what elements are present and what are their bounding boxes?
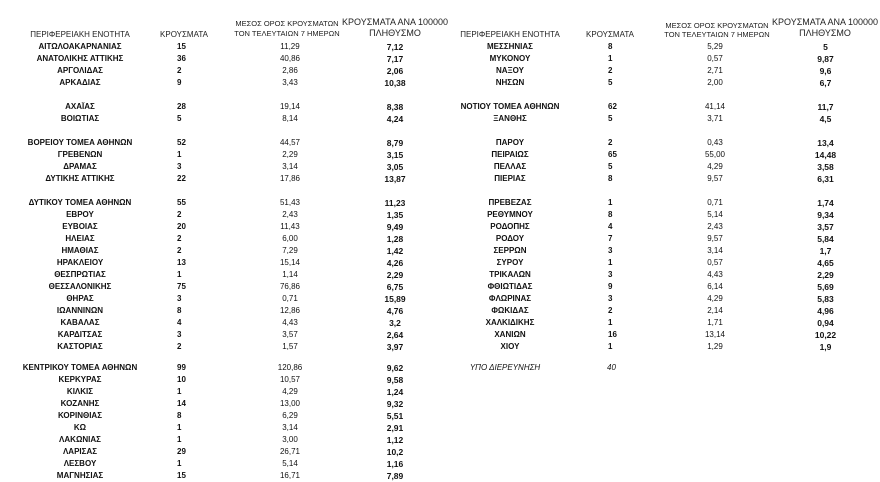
region-name: ΗΜΑΘΙΑΣ [61,246,99,255]
region-name: ΦΘΙΩΤΙΔΑΣ [487,282,533,291]
cases-value: 65 [608,150,617,159]
rate-value: 3,58 [817,162,834,172]
cases-value: 3 [177,294,182,303]
rate-value: 9,87 [817,54,834,64]
rate-value: 1,9 [819,342,832,352]
region-name: ΝΗΣΩΝ [495,78,525,87]
region-name: ΔΥΤΙΚΟΥ ΤΟΜΕΑ ΑΘΗΝΩΝ [28,198,132,207]
rate-value: 7,17 [386,54,404,64]
region-name: ΕΒΡΟΥ [66,210,94,219]
region-name: ΜΕΣΣΗΝΙΑΣ [487,42,533,51]
right-rate-header-line1: ΚΡΟΥΣΜΑΤΑ ΑΝΑ 100000 [772,17,878,27]
rate-value: 6,7 [819,78,832,88]
avg-value: 120,86 [277,363,303,372]
avg-value: 10,57 [279,375,301,384]
avg-value: 7,29 [282,246,298,255]
region-name: ΒΟΡΕΙΟΥ ΤΟΜΕΑ ΑΘΗΝΩΝ [27,138,133,147]
avg-value: 5,14 [282,459,298,468]
rate-value: 4,65 [817,258,834,268]
rate-value: 2,64 [386,330,404,340]
rate-value: 2,29 [817,270,834,280]
avg-value: 13,00 [279,399,301,408]
rate-value: 9,6 [819,66,832,76]
avg-value: 4,43 [282,318,298,327]
cases-value: 7 [608,234,613,243]
region-name: ΠΑΡΟΥ [495,138,525,147]
avg-value: 76,86 [279,282,301,291]
rate-value: 4,5 [819,114,832,124]
region-name: ΧΙΟΥ [500,342,520,351]
cases-value: 75 [177,282,186,291]
rate-value: 10,38 [384,78,406,88]
region-name: ΡΕΘΥΜΝΟΥ [487,210,533,219]
avg-value: 2,00 [707,78,723,87]
region-name: ΜΑΓΝΗΣΙΑΣ [56,471,104,480]
rate-value: 3,97 [386,342,404,352]
avg-value: 2,86 [282,66,298,75]
region-name: ΘΕΣΣΑΛΟΝΙΚΗΣ [48,282,112,291]
cases-value: 5 [608,162,613,171]
region-name: ΧΑΛΚΙΔΙΚΗΣ [485,318,535,327]
right-avg-header-line2: ΤΟΝ ΤΕΛΕΥΤΑΙΩΝ 7 ΗΜΕΡΩΝ [664,30,770,39]
region-name: ΚΟΡΙΝΘΙΑΣ [58,411,102,420]
rate-value: 13,87 [384,174,406,184]
rate-value: 7,89 [386,471,404,481]
rate-value: 10,22 [814,330,837,340]
rate-value: 1,35 [386,210,404,220]
avg-value: 3,14 [282,162,298,171]
rate-value: 5,83 [817,294,834,304]
cases-value: 1 [177,270,182,279]
avg-value: 11,29 [280,42,300,51]
region-name: ΚΑΒΑΛΑΣ [60,318,100,327]
cases-value: 8 [608,210,613,219]
avg-value: 8,14 [282,114,298,123]
rate-value: 1,74 [817,198,834,208]
left-rate-header-line1: ΚΡΟΥΣΜΑΤΑ ΑΝΑ 100000 [342,17,448,27]
rate-value: 2,06 [386,66,404,76]
avg-value: 2,43 [707,222,723,231]
region-name: ΚΕΝΤΡΙΚΟΥ ΤΟΜΕΑ ΑΘΗΝΩΝ [22,363,138,372]
cases-value: 2 [177,66,182,75]
cases-value: 2 [608,66,613,75]
avg-value: 2,71 [707,66,723,75]
rate-value: 14,48 [814,150,837,160]
avg-value: 26,71 [279,447,301,456]
rate-value: 4,24 [386,114,404,124]
avg-value: 9,57 [707,174,723,183]
cases-value: 5 [608,78,613,87]
region-name: ΚΑΡΔΙΤΣΑΣ [57,330,103,339]
avg-value: 1,71 [707,318,723,327]
rate-value: 1,42 [386,246,404,256]
left-avg-header-line1: ΜΕΣΟΣ ΟΡΟΣ ΚΡΟΥΣΜΑΤΩΝ [235,19,339,28]
cases-value: 3 [608,270,613,279]
region-name: ΑΡΓΟΛΙΔΑΣ [57,66,103,75]
region-name: ΦΛΩΡΙΝΑΣ [488,294,532,303]
region-name: ΠΡΕΒΕΖΑΣ [488,198,532,207]
cases-value: 1 [177,459,182,468]
region-name: ΘΕΣΠΡΩΤΙΑΣ [54,270,106,279]
rate-value: 1,7 [819,246,832,256]
region-name: ΧΑΝΙΩΝ [494,330,526,339]
cases-value: 5 [177,114,182,123]
region-name: ΕΥΒΟΙΑΣ [62,222,98,231]
cases-value: 20 [177,222,186,231]
cases-value: 3 [177,330,182,339]
avg-value: 5,29 [707,42,723,51]
cases-value: 2 [608,306,613,315]
rate-value: 6,31 [817,174,834,184]
region-name: ΓΡΕΒΕΝΩΝ [57,150,103,159]
rate-value: 5,84 [817,234,834,244]
rate-value: 5,69 [817,282,834,292]
left-rate-header-line2: ΠΛΗΘΥΣΜΟ [369,28,421,38]
region-name: ΡΟΔΟΠΗΣ [490,222,530,231]
avg-value: 4,29 [282,387,298,396]
avg-value: 0,57 [707,258,723,267]
cases-value: 1 [177,435,182,444]
avg-value: 6,14 [707,282,723,291]
rate-value: 4,26 [386,258,404,268]
cases-value: 3 [608,246,613,255]
avg-value: 9,57 [707,234,723,243]
rate-value: 7,12 [386,42,404,52]
region-name: ΚΟΖΑΝΗΣ [60,399,100,408]
rate-value: 1,28 [386,234,404,244]
avg-value: 6,00 [282,234,298,243]
region-name: ΤΡΙΚΑΛΩΝ [489,270,531,279]
region-name: ΠΙΕΡΙΑΣ [494,174,526,183]
region-name: ΝΑΞΟΥ [495,66,525,75]
rate-value: 8,79 [386,138,404,148]
region-name: ΔΥΤΙΚΗΣ ΑΤΤΙΚΗΣ [45,174,115,183]
avg-value: 0,71 [707,198,723,207]
region-name: ΛΑΡΙΣΑΣ [62,447,98,456]
cases-value: 2 [177,246,182,255]
rate-value: 9,34 [817,210,834,220]
rate-value: 2,29 [386,270,404,280]
cases-value: 9 [608,282,613,291]
under-investigation-cases: 40 [607,363,616,372]
avg-value: 4,29 [707,294,723,303]
cases-value: 3 [608,294,613,303]
avg-value: 2,14 [707,306,723,315]
rate-value: 15,89 [384,294,406,304]
region-name: ΚΑΣΤΟΡΙΑΣ [57,342,103,351]
avg-value: 3,57 [282,330,298,339]
under-investigation-label: ΥΠΟ ΔΙΕΡΕΥΝΗΣΗ [469,363,541,372]
region-name: ΦΩΚΙΔΑΣ [491,306,529,315]
cases-value: 1 [608,342,613,351]
cases-value: 16 [608,330,617,339]
left-region-header: ΠΕΡΙΦΕΡΕΙΑΚΗ ΕΝΟΤΗΤΑ [30,30,130,39]
region-name: ΚΙΛΚΙΣ [66,387,94,396]
rate-value: 13,4 [817,138,834,148]
region-name: ΚΕΡΚΥΡΑΣ [58,375,102,384]
cases-value: 22 [177,174,186,183]
cases-value: 1 [177,150,182,159]
cases-value: 52 [177,138,186,147]
cases-value: 1 [608,258,613,267]
cases-value: 99 [177,363,186,372]
avg-value: 4,29 [707,162,723,171]
cases-value: 9 [177,78,182,87]
avg-value: 17,86 [279,174,301,183]
region-name: ΣΕΡΡΩΝ [493,246,527,255]
cases-value: 8 [608,174,613,183]
avg-value: 3,14 [282,423,298,432]
cases-value: 36 [177,54,186,63]
rate-value: 11,7 [817,102,834,112]
avg-value: 4,43 [707,270,723,279]
cases-value: 28 [177,102,186,111]
cases-value: 2 [608,138,613,147]
rate-value: 3,05 [386,162,404,172]
region-name: ΑΧΑΪΑΣ [65,102,95,111]
left-cases-header: ΚΡΟΥΣΜΑΤΑ [160,30,208,39]
rate-value: 9,58 [386,375,404,385]
cases-value: 3 [177,162,182,171]
cases-value: 15 [177,471,186,480]
avg-value: 3,71 [707,114,723,123]
region-name: ΠΕΙΡΑΙΩΣ [491,150,529,159]
region-name: ΑΙΤΩΛΟΑΚΑΡΝΑΝΙΑΣ [38,42,122,51]
cases-value: 2 [177,342,182,351]
region-name: ΑΝΑΤΟΛΙΚΗΣ ΑΤΤΙΚΗΣ [36,54,124,63]
cases-value: 15 [177,42,186,51]
avg-value: 51,43 [279,198,301,207]
rate-value: 2,91 [386,423,404,433]
avg-value: 0,43 [707,138,723,147]
cases-value: 1 [608,318,613,327]
avg-value: 1,14 [282,270,298,279]
region-name: ΜΥΚΟΝΟΥ [489,54,531,63]
rate-value: 5,51 [386,411,404,421]
rate-value: 10,2 [386,447,404,457]
rate-value: 3,15 [386,150,404,160]
avg-value: 16,71 [279,471,301,480]
rate-value: 1,24 [386,387,404,397]
cases-value: 1 [608,54,613,63]
region-name: ΚΩ [73,423,87,432]
region-name: ΛΕΣΒΟΥ [63,459,97,468]
avg-value: 0,71 [282,294,298,303]
avg-value: 2,43 [282,210,298,219]
rate-value: 8,38 [386,102,404,112]
avg-value: 0,57 [707,54,723,63]
cases-value: 5 [608,114,613,123]
avg-value: 1,57 [282,342,298,351]
cases-value: 1 [608,198,613,207]
avg-value: 3,14 [707,246,723,255]
avg-value: 13,14 [704,330,726,339]
avg-value: 55,00 [704,150,726,159]
region-name: ΛΑΚΩΝΙΑΣ [59,435,101,444]
rate-value: 9,62 [386,363,404,373]
avg-value: 11,43 [280,222,300,231]
cases-value: 62 [608,102,617,111]
cases-value: 55 [177,198,186,207]
region-name: ΘΗΡΑΣ [66,294,94,303]
cases-value: 14 [177,399,186,408]
avg-value: 40,86 [279,54,301,63]
rate-value: 9,49 [386,222,404,232]
cases-value: 8 [177,411,182,420]
avg-value: 12,86 [279,306,301,315]
cases-value: 4 [177,318,182,327]
avg-value: 44,57 [279,138,301,147]
rate-value: 3,2 [389,318,401,328]
avg-value: 6,29 [282,411,298,420]
cases-value: 8 [608,42,613,51]
right-region-header: ΠΕΡΙΦΕΡΕΙΑΚΗ ΕΝΟΤΗΤΑ [460,30,560,39]
avg-value: 41,14 [704,102,726,111]
region-name: ΗΛΕΙΑΣ [65,234,95,243]
region-name: ΠΕΛΛΑΣ [493,162,527,171]
avg-value: 3,00 [282,435,298,444]
region-name: ΙΩΑΝΝΙΝΩΝ [56,306,104,315]
cases-value: 2 [177,234,182,243]
right-cases-header: ΚΡΟΥΣΜΑΤΑ [586,30,634,39]
region-name: ΣΥΡΟΥ [496,258,524,267]
rate-value: 6,75 [386,282,404,292]
cases-value: 2 [177,210,182,219]
avg-value: 2,29 [282,150,298,159]
region-name: ΗΡΑΚΛΕΙΟΥ [56,258,104,267]
region-name: ΝΟΤΙΟΥ ΤΟΜΕΑ ΑΘΗΝΩΝ [460,102,560,111]
region-name: ΑΡΚΑΔΙΑΣ [59,78,101,87]
rate-value: 4,96 [817,306,834,316]
avg-value: 5,14 [707,210,723,219]
rate-value: 9,32 [386,399,404,409]
rate-value: 3,57 [817,222,834,232]
cases-value: 10 [177,375,186,384]
region-name: ΞΑΝΘΗΣ [493,114,527,123]
rate-value: 5 [823,42,828,52]
right-rate-header-line2: ΠΛΗΘΥΣΜΟ [799,28,851,38]
rate-value: 4,76 [386,306,404,316]
rate-value: 0,94 [817,318,834,328]
avg-value: 3,43 [282,78,298,87]
avg-value: 1,29 [707,342,723,351]
cases-value: 29 [177,447,186,456]
rate-value: 1,16 [386,459,404,469]
cases-value: 8 [177,306,182,315]
left-avg-header-line2: ΤΟΝ ΤΕΛΕΥΤΑΙΩΝ 7 ΗΜΕΡΩΝ [234,29,340,38]
cases-value: 1 [177,387,182,396]
rate-value: 11,23 [384,198,406,208]
region-name: ΡΟΔΟΥ [495,234,525,243]
cases-value: 13 [177,258,186,267]
avg-value: 19,14 [279,102,301,111]
rate-value: 1,12 [386,435,404,445]
avg-value: 15,14 [279,258,301,267]
region-name: ΔΡΑΜΑΣ [63,162,97,171]
cases-value: 4 [608,222,613,231]
region-name: ΒΟΙΩΤΙΑΣ [60,114,100,123]
cases-value: 1 [177,423,182,432]
right-avg-header-line1: ΜΕΣΟΣ ΟΡΟΣ ΚΡΟΥΣΜΑΤΩΝ [665,21,769,30]
